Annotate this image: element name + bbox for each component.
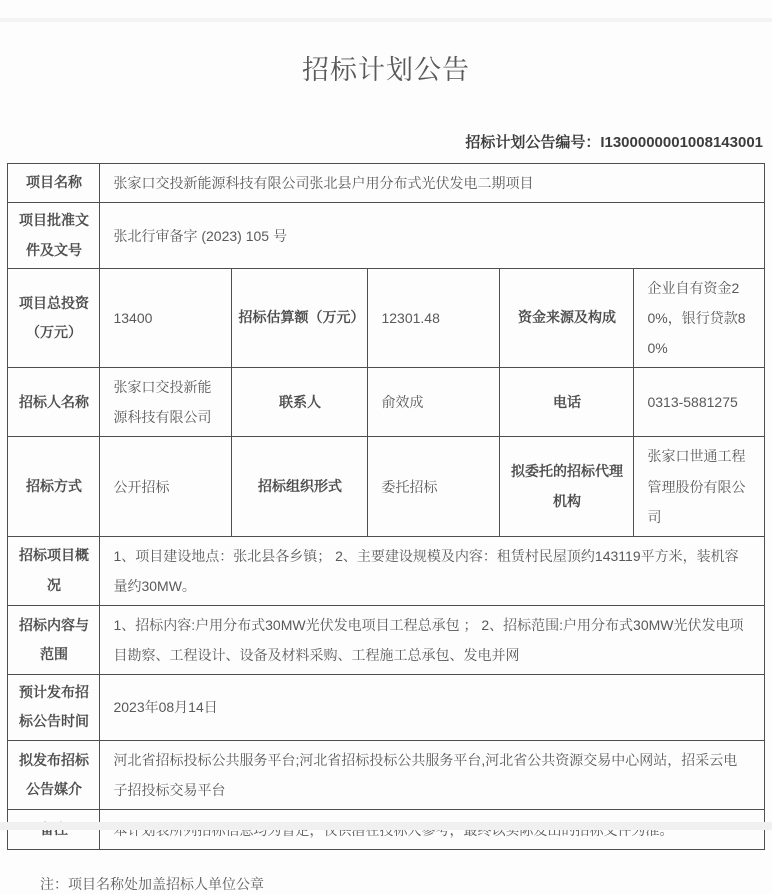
label-project-name: 项目名称 bbox=[8, 164, 100, 203]
table-row bbox=[8, 536, 764, 605]
table-row bbox=[8, 368, 764, 437]
value-total-investment: 13400 bbox=[100, 268, 232, 367]
label-announce-media: 拟发布招标公告媒介 bbox=[8, 740, 100, 809]
label-phone: 电话 bbox=[500, 368, 634, 437]
notice-number-line bbox=[0, 131, 772, 152]
label-approval-doc: 项目批准文件及文号 bbox=[8, 203, 100, 269]
page-bottom-edge bbox=[0, 822, 772, 830]
value-funding: 企业自有资金20%，银行贷款80% bbox=[634, 268, 764, 367]
notice-number-label: 招标计划公告编号： bbox=[465, 134, 601, 152]
label-project-overview: 招标项目概况 bbox=[8, 536, 100, 605]
value-agency: 张家口世通工程管理股份有限公司 bbox=[634, 437, 764, 536]
label-announce-time: 预计发布招标公告时间 bbox=[8, 675, 100, 741]
table-row bbox=[8, 740, 764, 809]
value-project-name: 张家口交投新能源科技有限公司张北县户用分布式光伏发电二期项目 bbox=[100, 164, 764, 203]
table-row bbox=[8, 605, 764, 674]
value-bid-method: 公开招标 bbox=[100, 437, 232, 536]
label-bid-estimate: 招标估算额（万元） bbox=[232, 268, 368, 367]
table-row bbox=[8, 203, 764, 269]
value-announce-time: 2023年08月14日 bbox=[100, 675, 764, 741]
table-row bbox=[8, 675, 764, 741]
value-phone: 0313-5881275 bbox=[634, 368, 764, 437]
notice-number-value: I1300000001008143001 bbox=[600, 134, 763, 152]
table-row bbox=[8, 268, 764, 367]
value-approval-doc: 张北行审备字 (2023) 105 号 bbox=[100, 203, 764, 269]
footer-note: 注：项目名称处加盖招标人单位公章 bbox=[40, 876, 264, 893]
label-agency: 拟委托的招标代理机构 bbox=[500, 437, 634, 536]
label-total-investment: 项目总投资（万元） bbox=[8, 268, 100, 367]
label-bid-method: 招标方式 bbox=[8, 437, 100, 536]
table-row bbox=[8, 164, 764, 203]
label-bid-org-form: 招标组织形式 bbox=[232, 437, 368, 536]
value-tenderee: 张家口交投新能源科技有限公司 bbox=[100, 368, 232, 437]
page-title: 招标计划公告 bbox=[302, 55, 470, 86]
value-announce-media: 河北省招标投标公共服务平台;河北省招标投标公共服务平台,河北省公共资源交易中心网站，招采云电子招投标交易平台 bbox=[100, 740, 764, 809]
label-contact: 联系人 bbox=[232, 368, 368, 437]
value-bid-estimate: 12301.48 bbox=[368, 268, 500, 367]
value-contact: 俞效成 bbox=[368, 368, 500, 437]
value-bid-scope: 1、招标内容:户用分布式30MW光伏发电项目工程总承包 ； 2、招标范围:户用分布式30MW光伏发电项目勘察、工程设计、设备及材料采购、工程施工总承包、发电并网 bbox=[100, 605, 764, 674]
page-top-edge bbox=[0, 18, 772, 22]
value-bid-org-form: 委托招标 bbox=[368, 437, 500, 536]
label-tenderee: 招标人名称 bbox=[8, 368, 100, 437]
label-funding: 资金来源及构成 bbox=[500, 268, 634, 367]
value-project-overview: 1、项目建设地点：张北县各乡镇； 2、主要建设规模及内容：租赁村民屋顶约143119平方米，装机容量约30MW。 bbox=[100, 536, 764, 605]
table-row bbox=[8, 437, 764, 536]
bid-plan-table bbox=[7, 163, 764, 850]
label-bid-scope: 招标内容与范围 bbox=[8, 605, 100, 674]
